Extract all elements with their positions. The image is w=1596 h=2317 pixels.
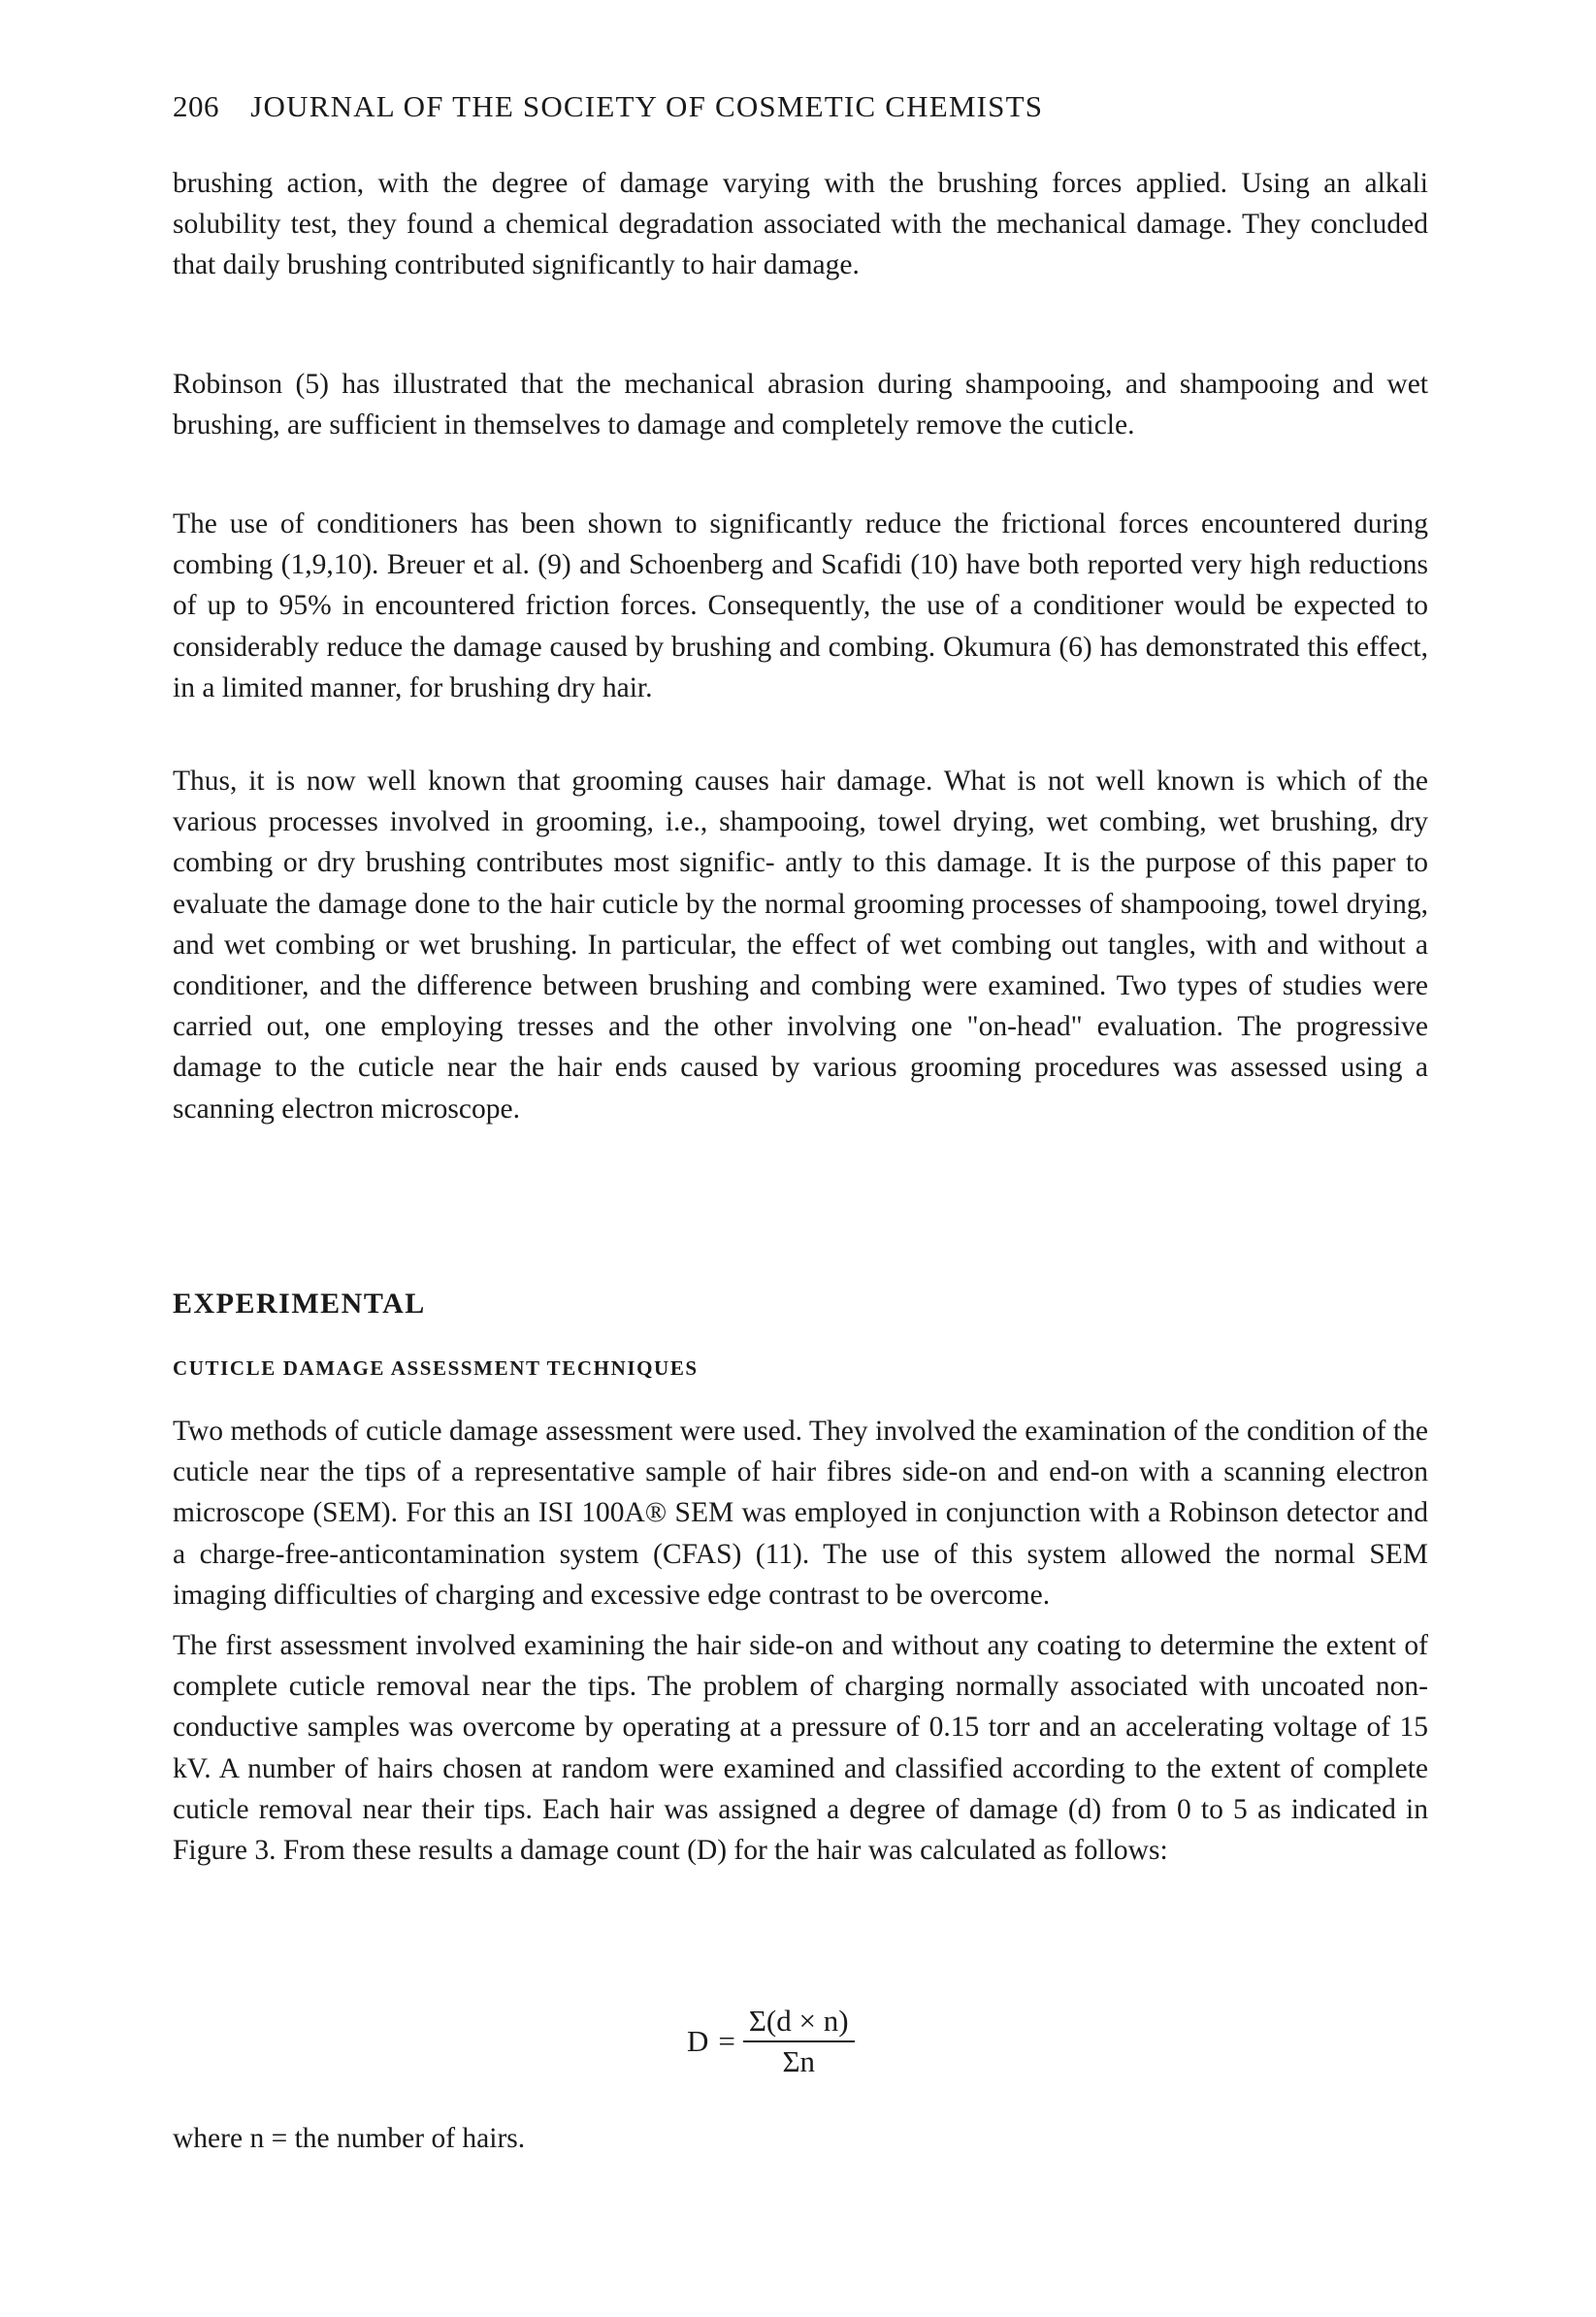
page-number: 206 (173, 89, 219, 123)
formula-where-clause: where n = the number of hairs. (173, 2123, 526, 2154)
running-header (173, 89, 1428, 124)
section-heading-experimental: EXPERIMENTAL (173, 1288, 426, 1320)
paragraph-purpose: Thus, it is now well known that grooming causes hair damage. What is not well known is which of the various processes involved in grooming, i.e., shampooing, towel drying, wet combing, wet brushing, dry combing or dry brushing contributes most signific- antly to this damage. It is the purpose of this paper to evaluate the damage done to the hair cuticle by the normal grooming processes of shampooing, towel drying, and wet combing or wet brushing. In particular, the effect of wet combing out tangles, with and without a conditioner, and the difference between brushing and combing were examined. Two types of studies were carried out, one employing tresses and the other involving one "on-head" evaluation. The progressive damage to the cuticle near the hair ends caused by various grooming procedures was assessed using a scanning electron microscope. (173, 766, 1428, 1125)
paragraph-robinson: Robinson (5) has illustrated that the mechanical abrasion during shampooing, and shampooing and wet brushing, are sufficient in themselves to damage and completely remove the cuticle. (173, 369, 1428, 441)
paragraph-brushing-action: brushing action, with the degree of damage varying with the brushing forces applied. Using an alkali solubility test, they found a chemical degradation associated with the mechanical damage. They concluded that daily brushing contributed significantly to hair damage. (173, 168, 1428, 281)
formula-fraction (743, 2004, 855, 2079)
formula-numerator: Σ(d × n) (743, 2004, 855, 2042)
damage-count-formula (687, 2004, 855, 2079)
formula-equals: = (718, 2024, 735, 2058)
paragraph-first-assessment: The first assessment involved examining the hair side-on and without any coating to determine the extent of complete cuticle removal near the tips. The problem of charging normally associated with uncoated non-conductive samples was overcome by operating at a pressure of 0.15 torr and an accelerating voltage of 15 kV. A number of hairs chosen at random were examined and classified according to the extent of complete cuticle removal near their tips. Each hair was assigned a degree of damage (d) from 0 to 5 as indicated in Figure 3. From these results a damage count (D) for the hair was calculated as follows: (173, 1630, 1428, 1867)
paragraph-conditioners: The use of conditioners has been shown to significantly reduce the frictional forces encountered during combing (1,9,10). Breuer et al. (9) and Schoenberg and Scafidi (10) have both reported very high reductions of up to 95% in encountered friction forces. Consequently, the use of a conditioner would be expected to considerably reduce the damage caused by brushing and combing. Okumura (6) has demonstrated this effect, in a limited manner, for brushing dry hair. (173, 508, 1428, 703)
formula-lhs: D (687, 2024, 709, 2058)
formula-denominator: Σn (782, 2044, 815, 2078)
journal-title: JOURNAL OF THE SOCIETY OF COSMETIC CHEMISTS (250, 89, 1044, 123)
subsection-heading-techniques: CUTICLE DAMAGE ASSESSMENT TECHNIQUES (173, 1356, 699, 1380)
paragraph-two-methods: Two methods of cuticle damage assessment were used. They involved the examination of the condition of the cuticle near the tips of a representative sample of hair fibres side-on and end-on with a scanning electron microscope (SEM). For this an ISI 100A® SEM was employed in conjunction with a Robinson detector and a charge-free-anticontamination system (CFAS) (11). The use of this system allowed the normal SEM imaging difficulties of charging and excessive edge contrast to be overcome. (173, 1416, 1428, 1611)
